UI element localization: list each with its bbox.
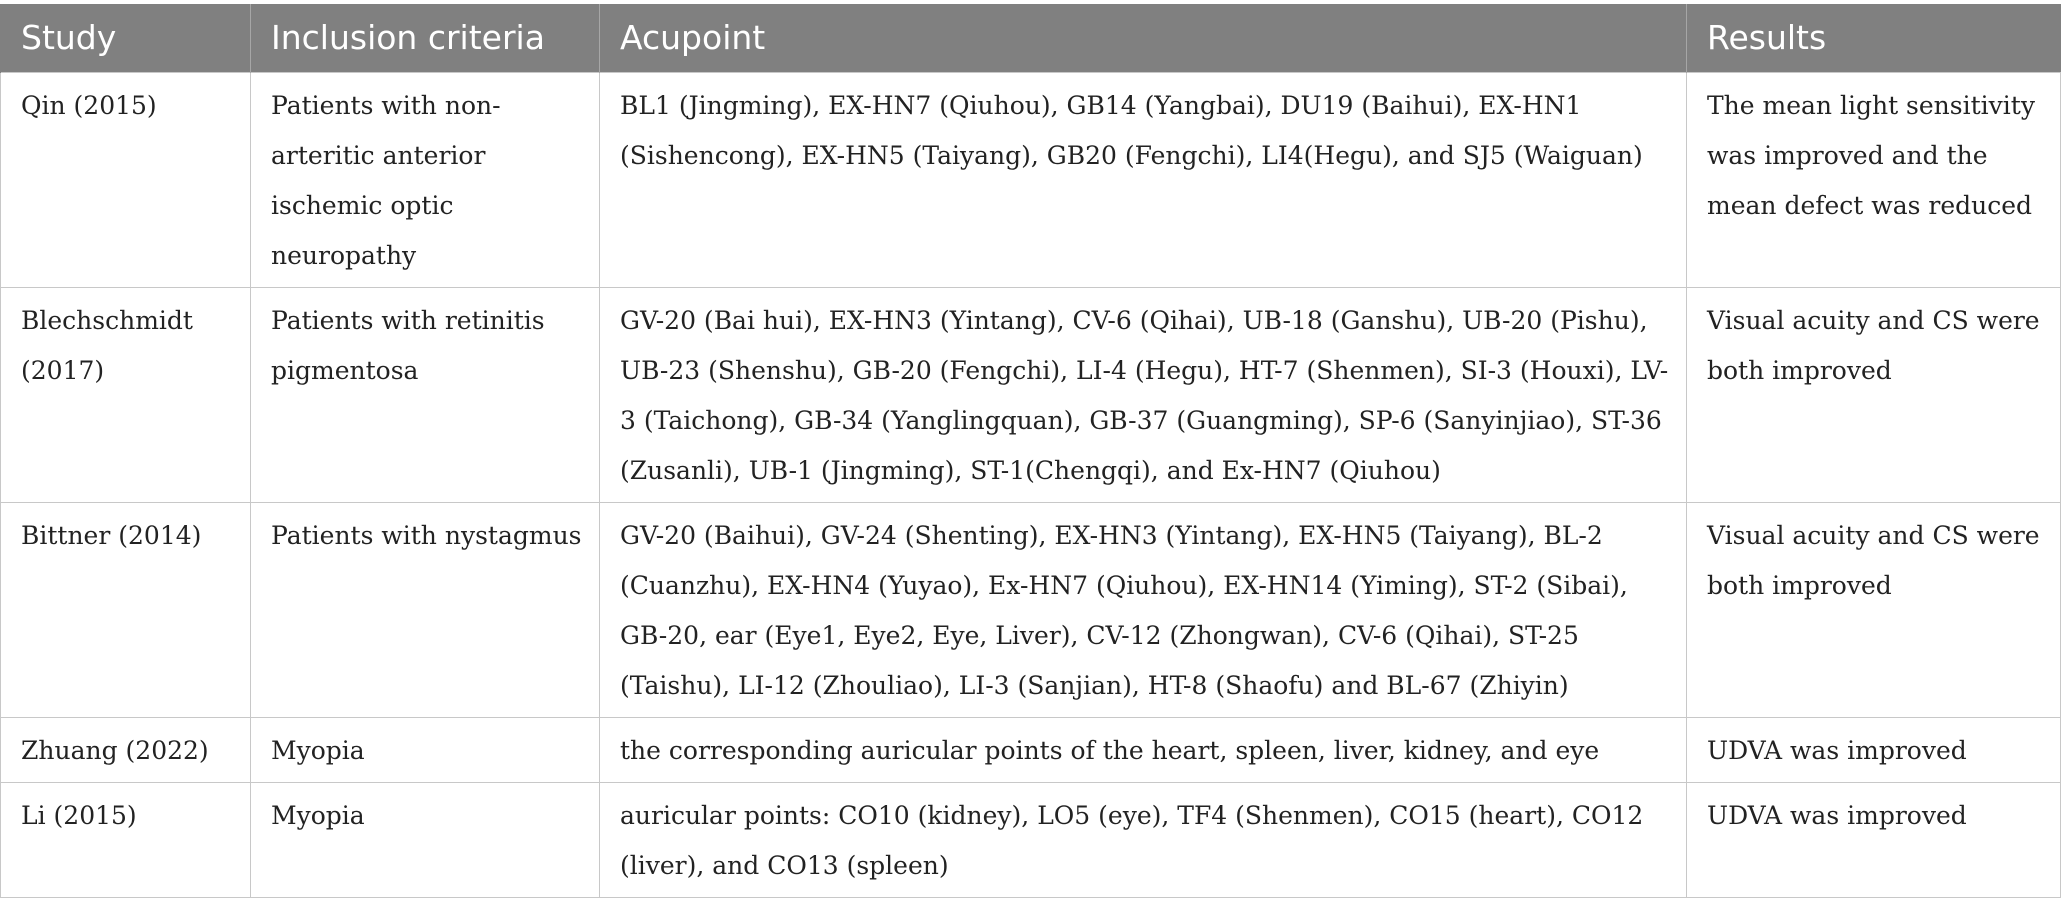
cell-inclusion-criteria: Myopia	[251, 782, 600, 897]
table-row	[1, 72, 2061, 287]
cell-inclusion-criteria: Patients with retinitis pigmentosa	[251, 287, 600, 502]
cell-study: Bittner (2014)	[1, 502, 251, 717]
cell-study: Zhuang (2022)	[1, 717, 251, 782]
cell-study: Blechschmidt (2017)	[1, 287, 251, 502]
cell-results: The mean light sensitivity was improved and the mean defect was reduced	[1687, 72, 2061, 287]
header-row	[1, 4, 2061, 72]
cell-results: Visual acuity and CS were both improved	[1687, 502, 2061, 717]
header-acupoint: Acupoint	[600, 4, 1687, 72]
table-row	[1, 502, 2061, 717]
cell-acupoint: GV-20 (Bai hui), EX-HN3 (Yintang), CV-6 (Qihai), UB-18 (Ganshu), UB-20 (Pishu), UB-23 (Shenshu), GB-20 (Fengchi), LI-4 (Hegu), HT-7 (Shenmen), SI-3 (Houxi), LV-3 (Taichong), GB-34 (Yanglingquan), GB-37 (Guangming), SP-6 (Sanyinjiao), ST-36 (Zusanli), UB-1 (Jingming), ST-1(Chengqi), and Ex-HN7 (Qiuhou)	[600, 287, 1687, 502]
cell-acupoint: GV-20 (Baihui), GV-24 (Shenting), EX-HN3 (Yintang), EX-HN5 (Taiyang), BL-2 (Cuanzhu), EX-HN4 (Yuyao), Ex-HN7 (Qiuhou), EX-HN14 (Yiming), ST-2 (Sibai), GB-20, ear (Eye1, Eye2, Eye, Liver), CV-12 (Zhongwan), CV-6 (Qihai), ST-25 (Taishu), LI-12 (Zhouliao), LI-3 (Sanjian), HT-8 (Shaofu) and BL-67 (Zhiyin)	[600, 502, 1687, 717]
table-row	[1, 782, 2061, 897]
table-row	[1, 287, 2061, 502]
cell-acupoint: auricular points: CO10 (kidney), LO5 (eye), TF4 (Shenmen), CO15 (heart), CO12 (liver), and CO13 (spleen)	[600, 782, 1687, 897]
cell-inclusion-criteria: Patients with non-arteritic anterior ischemic optic neuropathy	[251, 72, 600, 287]
acupuncture-studies-table	[0, 4, 2061, 898]
header-results: Results	[1687, 4, 2061, 72]
cell-study: Li (2015)	[1, 782, 251, 897]
table-row	[1, 717, 2061, 782]
cell-inclusion-criteria: Myopia	[251, 717, 600, 782]
cell-acupoint: BL1 (Jingming), EX-HN7 (Qiuhou), GB14 (Yangbai), DU19 (Baihui), EX-HN1 (Sishencong), EX-HN5 (Taiyang), GB20 (Fengchi), LI4(Hegu), and SJ5 (Waiguan)	[600, 72, 1687, 287]
cell-results: UDVA was improved	[1687, 782, 2061, 897]
cell-inclusion-criteria: Patients with nystagmus	[251, 502, 600, 717]
header-inclusion-criteria: Inclusion criteria	[251, 4, 600, 72]
acupuncture-studies-table-container	[0, 4, 2060, 898]
cell-results: UDVA was improved	[1687, 717, 2061, 782]
cell-study: Qin (2015)	[1, 72, 251, 287]
header-study: Study	[1, 4, 251, 72]
cell-results: Visual acuity and CS were both improved	[1687, 287, 2061, 502]
cell-acupoint: the corresponding auricular points of the heart, spleen, liver, kidney, and eye	[600, 717, 1687, 782]
